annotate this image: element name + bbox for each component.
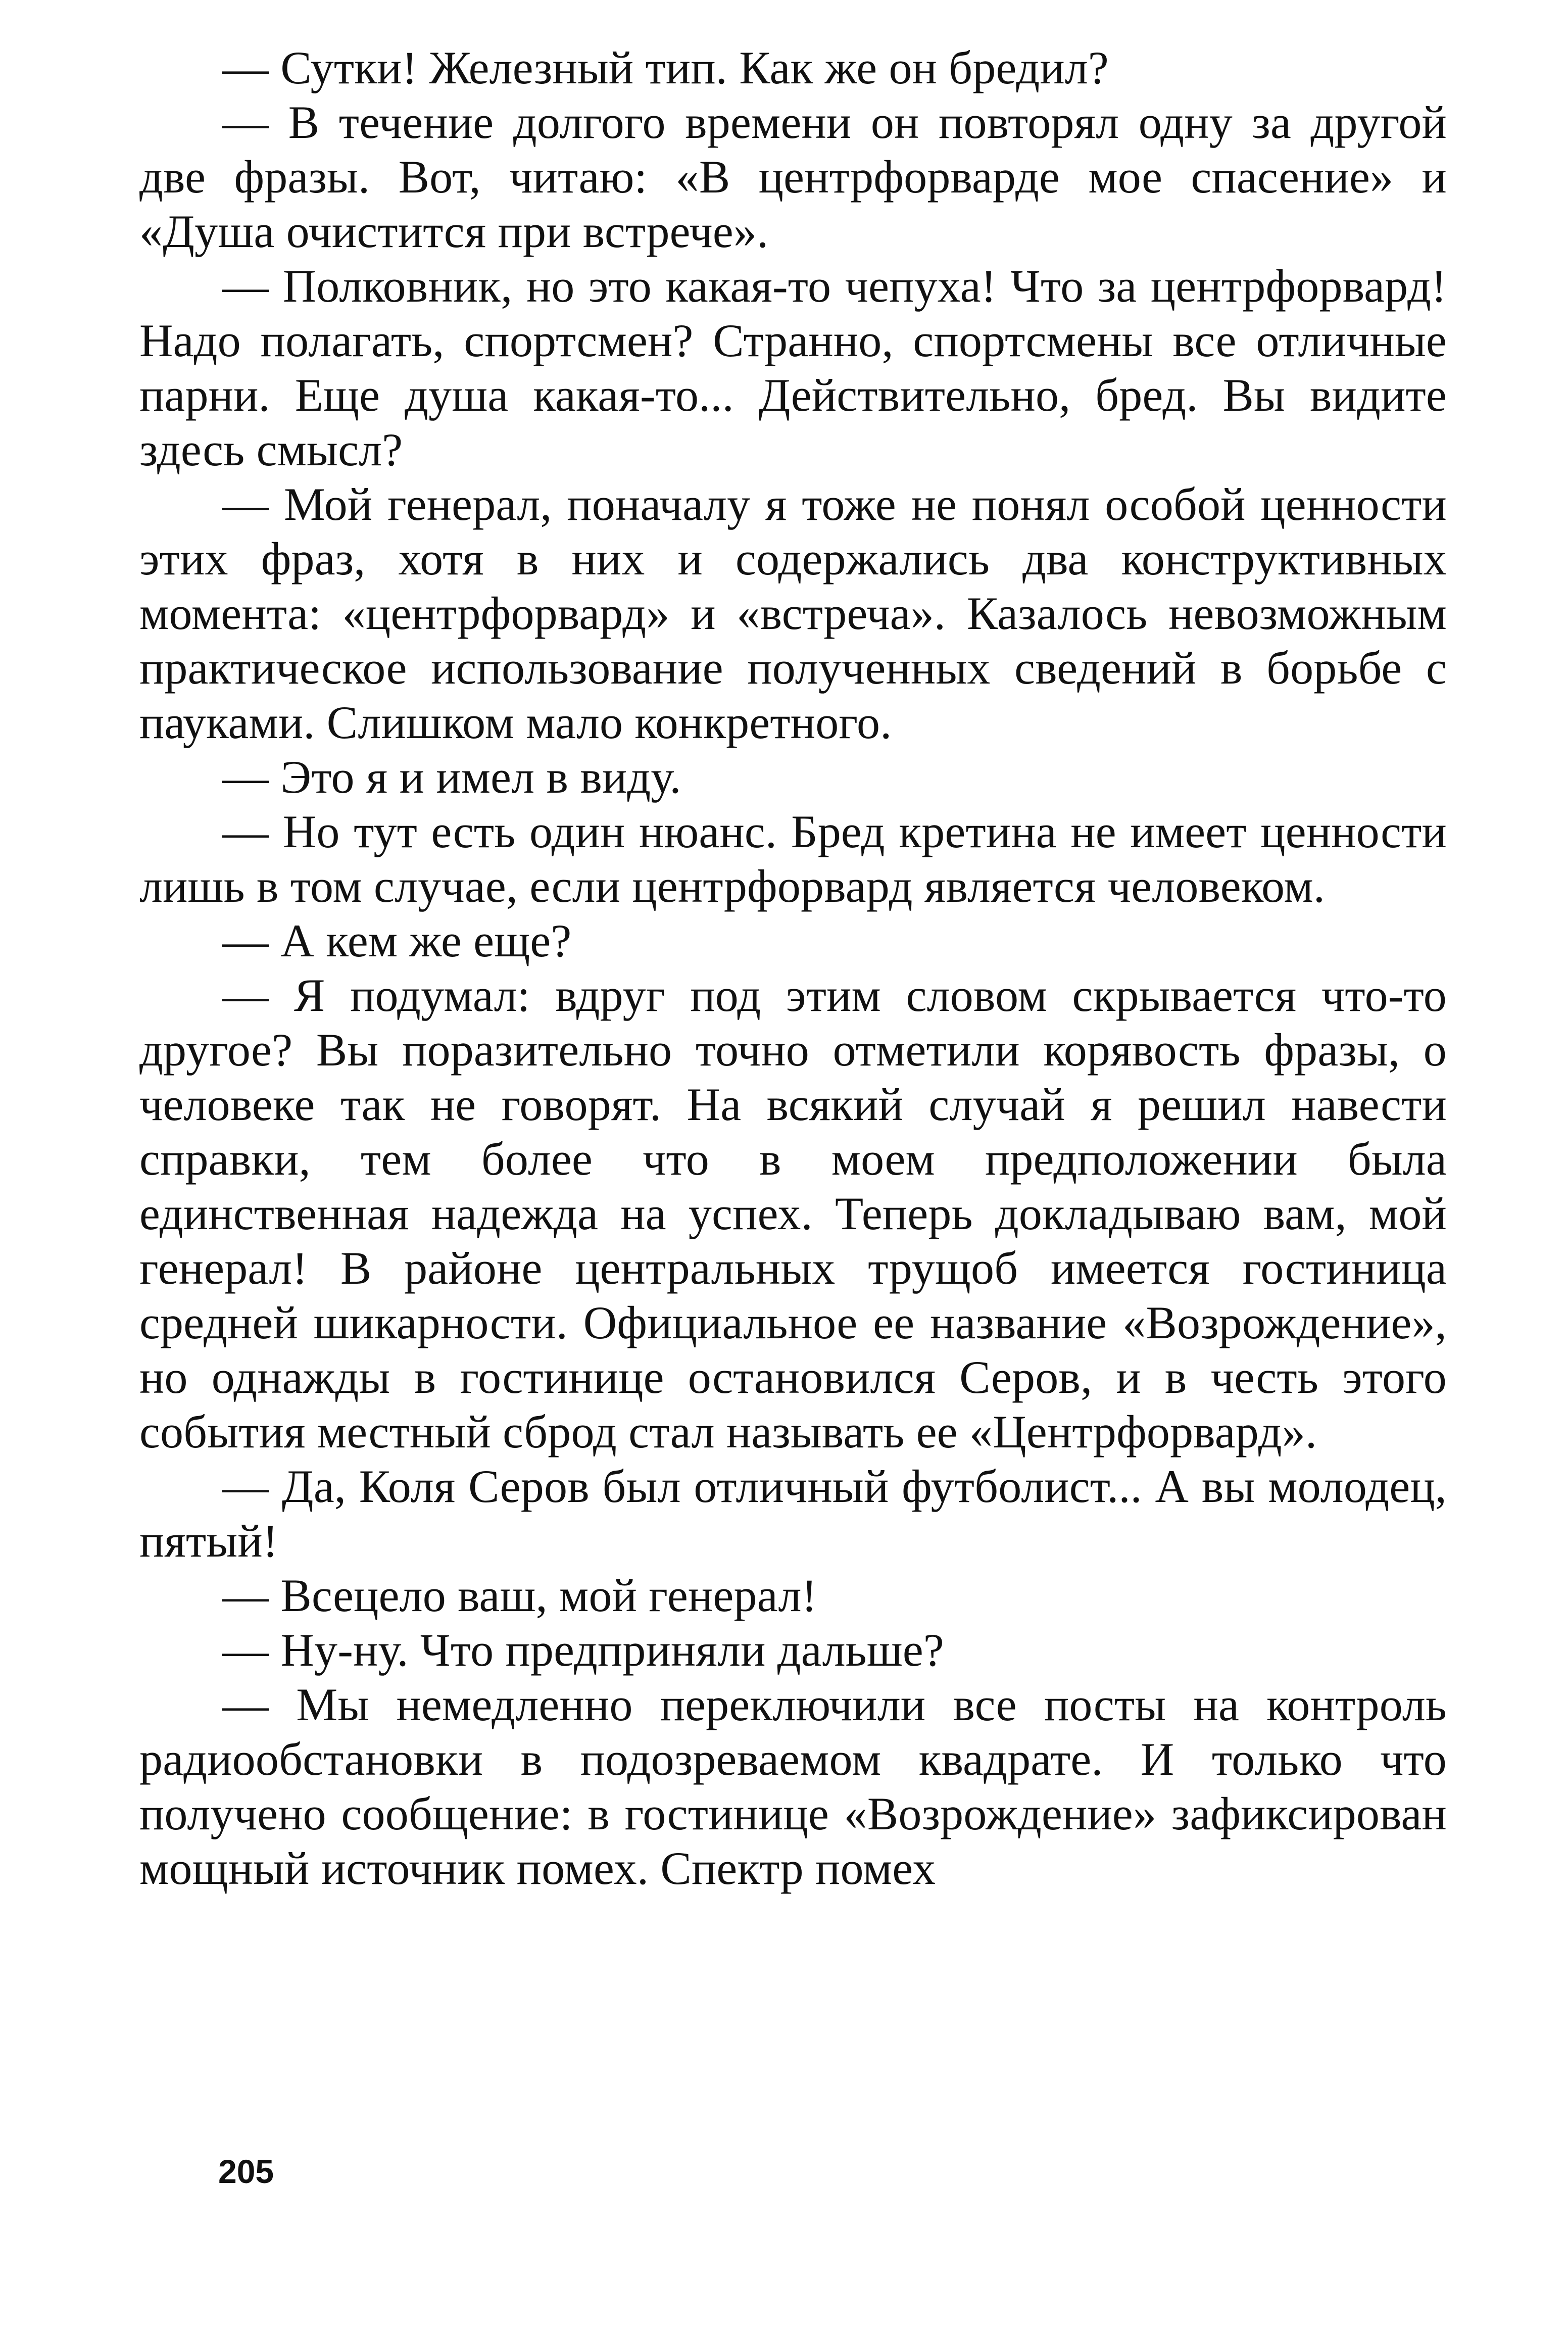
dialogue-line: — Да, Коля Серов был отличный футболист... А вы молодец, пятый! [139, 1461, 1447, 1567]
page-number: 205 [218, 2153, 274, 2190]
dialogue-line: — Но тут есть один нюанс. Бред кретина не имеет ценности лишь в том случае, если центрфорвард является человеком. [139, 806, 1447, 912]
dialogue-line: — Это я и имел в виду. [222, 751, 681, 803]
dialogue-line: — Мой генерал, поначалу я тоже не понял особой ценности этих фраз, хотя в них и содержались два конструктивных момента: «центрфорвард» и «встреча». Казалось невозможным практическое использование полученных сведений в борьбе с пауками. Слишком мало конкретного. [139, 478, 1447, 748]
dialogue-line: — Всецело ваш, мой генерал! [222, 1570, 817, 1621]
dialogue-line: — Мы немедленно переключили все посты на контроль радиообстановки в подозреваемом квадрате. И только что получено сообщение: в гостинице «Возрождение» зафиксирован мощный источник помех. Спектр помех [139, 1679, 1447, 1894]
dialogue-line: — Я подумал: вдруг под этим словом скрывается что-то другое? Вы поразительно точно отметили корявость фразы, о человеке так не говорят. На всякий случай я решил навести справки, тем более что в моем предположении была единственная надежда на успех. Теперь докладываю вам, мой генерал! В районе центральных трущоб имеется гостиница средней шикарности. Официальное ее название «Возрождение», но однажды в гостинице остановился Серов, и в честь этого события местный сброд стал называть ее «Центрфорвард». [139, 969, 1447, 1458]
dialogue-line: — Ну-ну. Что предприняли дальше? [222, 1624, 944, 1676]
page-text [139, 40, 1447, 1896]
dialogue-line: — Полковник, но это какая-то чепуха! Что за центрфорвард! Надо полагать, спортсмен? Странно, спортсмены все отличные парни. Еще душа какая-то... Действительно, бред. Вы видите здесь смысл? [139, 260, 1447, 475]
dialogue-line: — А кем же еще? [222, 915, 572, 966]
dialogue-line: — В течение долгого времени он повторял одну за другой две фразы. Вот, читаю: «В центрфорварде мое спасение» и «Душа очистится при встрече». [139, 96, 1447, 257]
dialogue-line: — Сутки! Железный тип. Как же он бредил? [222, 42, 1109, 93]
